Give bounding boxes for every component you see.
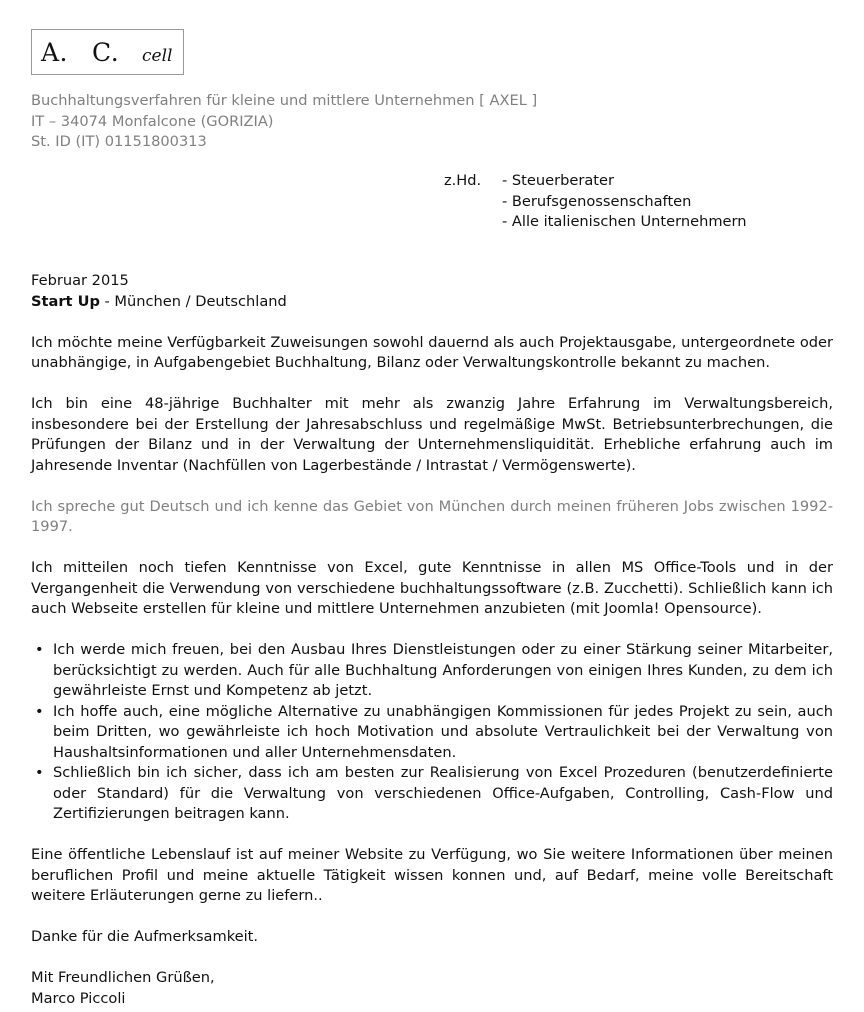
paragraph-skills: Ich mitteilen noch tiefen Kenntnisse von Excel, gute Kenntnisse in allen MS Office-Tools und in der Vergangenheit die Verwendung von verschiedene buchhaltungssoftware (z.B. Zucchetti). Schließlich kann ich auch Webseite erstellen für kleine und mittlere Unternehmen anzubieten (mit Joomla! Opensource). <box>31 559 833 617</box>
recipients-label: z.Hd. <box>444 172 482 189</box>
sender-line-company: Buchhaltungsverfahren für kleine und mittlere Unternehmen [ AXEL ] <box>31 92 538 109</box>
bullet-dot-icon: • <box>35 764 44 781</box>
recipient-item: - Berufsgenossenschaften <box>502 192 692 210</box>
paragraph-availability: Ich möchte meine Verfügbarkeit Zuweisungen sowohl dauernd als auch Projektausgabe, untergeordnete oder unabhängige, in Aufgabengebiet Buchhaltung, Bilanz oder Verwaltungskontrolle bekannt zu machen. <box>31 333 833 371</box>
bullet-item <box>35 640 833 702</box>
bullet-text: Schließlich bin ich sicher, dass ich am besten zur Realisierung von Excel Prozeduren (benutzerdefinierte oder Standard) für die Verwaltung von verschiedenen Office-Aufgaben, Controlling, Cash-Flow und Zertifizierungen beitragen kann. <box>53 764 833 822</box>
paragraph-experience: Ich bin eine 48-jährige Buchhalter mit mehr als zwanzig Jahre Erfahrung im Verwaltungsbereich, insbesondere bei der Erstellung der Jahresabschluss und regelmäßige MwSt. Betriebsunterbrechungen, die Prüfungen der Bilanz und in der Verwaltung der Unternehmensliquidität. Erhebliche erfahrung auch im Jahresende Inventar (Nachfüllen von Lagerbestände / Intrastat / Vermögenswerte). <box>31 395 833 474</box>
recipient-item: - Alle italienischen Unternehmern <box>502 213 747 230</box>
letter-date: Februar 2015 <box>31 272 129 289</box>
bullet-text: Ich werde mich freuen, bei den Ausbau Ihres Dienstleistungen oder zu einer Stärkung seiner Mitarbeiter, berücksichtigt zu werden. Auch für alle Buchhaltung Anforderungen von einigen Ihres Kunden, zu dem ich gewährleiste Ernst und Kompetenz ab jetzt. <box>53 641 833 699</box>
bullet-item <box>35 763 833 825</box>
logo-letter-a: A. <box>41 38 69 67</box>
paragraph-closing: Eine öffentliche Lebenslauf ist auf meiner Website zu Verfügung, wo Sie weitere Informationen über meinen beruflichen Profil und meine aktuelle Tätigkeit wissen konnen und, auf Bedarf, meine volle Bereitschaft weitere Erläuterungen gerne zu liefern.. <box>31 846 833 904</box>
paragraph-language: Ich spreche gut Deutsch und ich kenne das Gebiet von München durch meinen früheren Jobs zwischen 1992-1997. <box>31 497 833 535</box>
logo-word: cell <box>142 46 173 66</box>
bullet-dot-icon: • <box>35 702 44 720</box>
bullet-item <box>35 702 833 764</box>
bullet-list <box>31 640 833 825</box>
recipients-list <box>502 171 747 233</box>
signature-name: Marco Piccoli <box>31 989 126 1007</box>
thanks-line: Danke für die Aufmerksamkeit. <box>31 928 259 945</box>
letter-subject <box>31 292 833 313</box>
bullet-dot-icon: • <box>35 641 44 658</box>
recipient-item: - Steuerberater <box>502 172 614 189</box>
bullet-text: Ich hoffe auch, eine mögliche Alternative zu unabhängigen Kommissionen für jedes Projekt zu sein, auch beim Dritten, wo gewährleiste ich hoch Motivation und absolute Vertraulichkeit bei der Verwaltung von Haushaltsinformationen und aller Unternehmensdaten. <box>53 702 833 761</box>
subject-rest: - München / Deutschland <box>99 292 287 310</box>
subject-bold: Start Up <box>31 292 100 310</box>
greeting-line: Mit Freundlichen Grüßen, <box>31 969 215 986</box>
sender-line-tax-id: St. ID (IT) 01151800313 <box>31 133 207 150</box>
sender-line-address: IT – 34074 Monfalcone (GORIZIA) <box>31 112 274 130</box>
logo-letter-c: C. <box>92 38 120 67</box>
company-logo <box>31 29 184 75</box>
sender-block <box>31 91 537 153</box>
letter-body <box>31 271 833 1009</box>
